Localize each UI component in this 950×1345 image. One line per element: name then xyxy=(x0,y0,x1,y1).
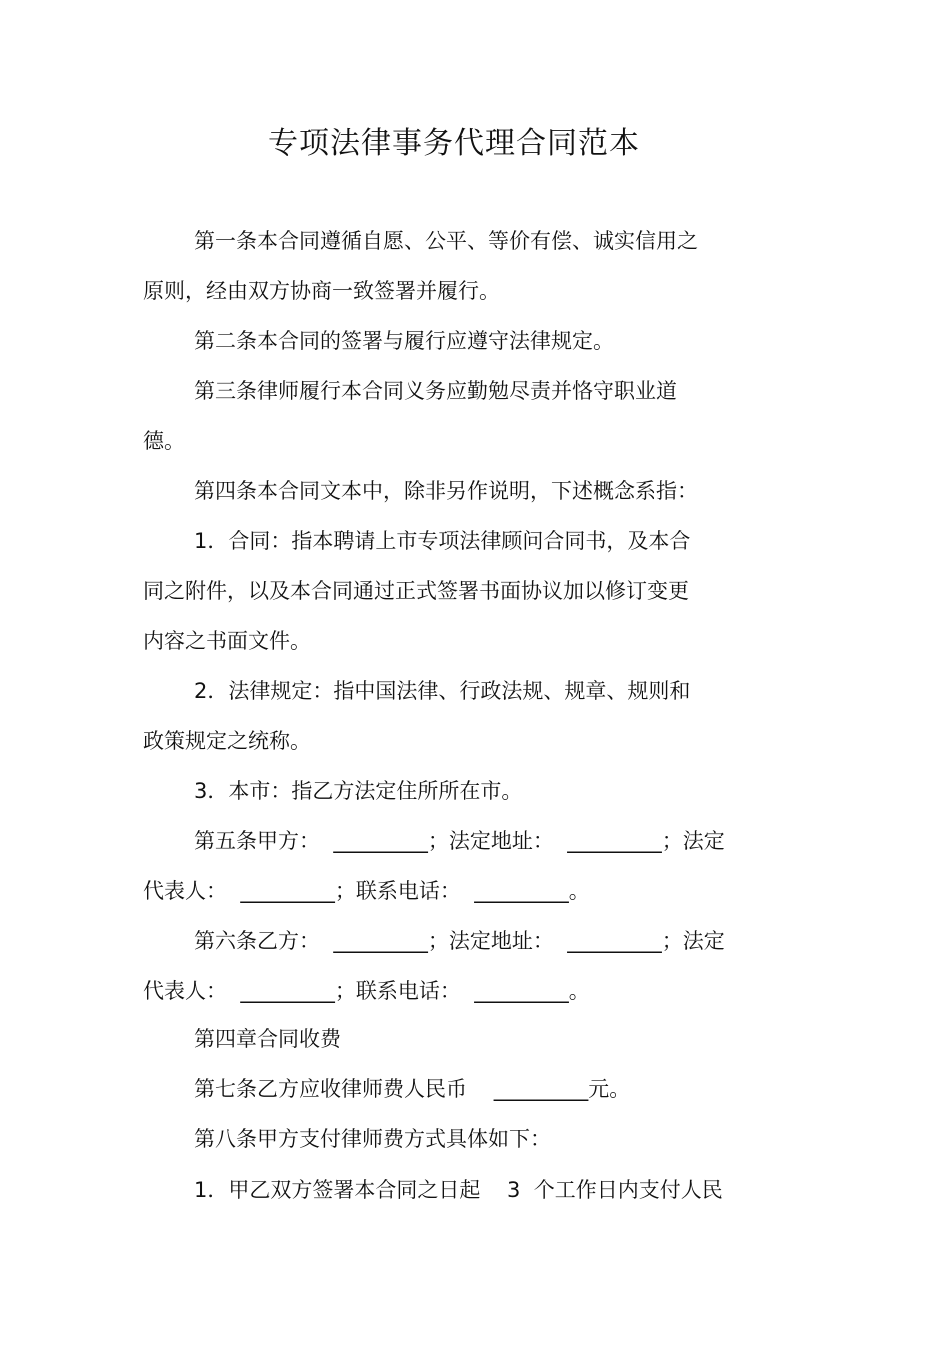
def-2-line-1: 2．法律规定：指中国法律、行政法规、规章、规则和 xyxy=(194,679,691,703)
clause-2: 第二条本合同的签署与履行应遵守法律规定。 xyxy=(194,329,614,353)
def-1-line-3: 内容之书面文件。 xyxy=(143,629,311,653)
document-title: 专项法律事务代理合同范本 xyxy=(268,126,640,161)
clause-8: 第八条甲方支付律师费方式具体如下： xyxy=(194,1127,551,1151)
chapter-heading: 第四章合同收费 xyxy=(194,1027,341,1051)
clause-3-line-2: 德。 xyxy=(143,429,185,453)
clause-4: 第四条本合同文本中，除非另作说明，下述概念系指： xyxy=(194,479,698,503)
clause-6-line-1: 第六条乙方： _________；法定地址： _________；法定 xyxy=(194,929,725,953)
def-3: 3．本市：指乙方法定住所所在市。 xyxy=(194,779,523,803)
payment-item-1: 1．甲乙双方签署本合同之日起 3 个工作日内支付人民 xyxy=(194,1178,723,1202)
clause-1-line-2: 原则，经由双方协商一致签署并履行。 xyxy=(143,279,500,303)
clause-6-line-2: 代表人： _________；联系电话： _________。 xyxy=(143,979,590,1003)
clause-1-line-1: 第一条本合同遵循自愿、公平、等价有偿、诚实信用之 xyxy=(194,229,698,253)
def-2-line-2: 政策规定之统称。 xyxy=(143,729,311,753)
clause-3-line-1: 第三条律师履行本合同义务应勤勉尽责并恪守职业道 xyxy=(194,379,677,403)
clause-5-line-2: 代表人： _________；联系电话： _________。 xyxy=(143,879,590,903)
clause-5-line-1: 第五条甲方： _________；法定地址： _________；法定 xyxy=(194,829,725,853)
def-1-line-1: 1．合同：指本聘请上市专项法律顾问合同书，及本合 xyxy=(194,529,691,553)
clause-7: 第七条乙方应收律师费人民币 _________元。 xyxy=(194,1077,631,1101)
def-1-line-2: 同之附件，以及本合同通过正式签署书面协议加以修订变更 xyxy=(143,579,689,603)
